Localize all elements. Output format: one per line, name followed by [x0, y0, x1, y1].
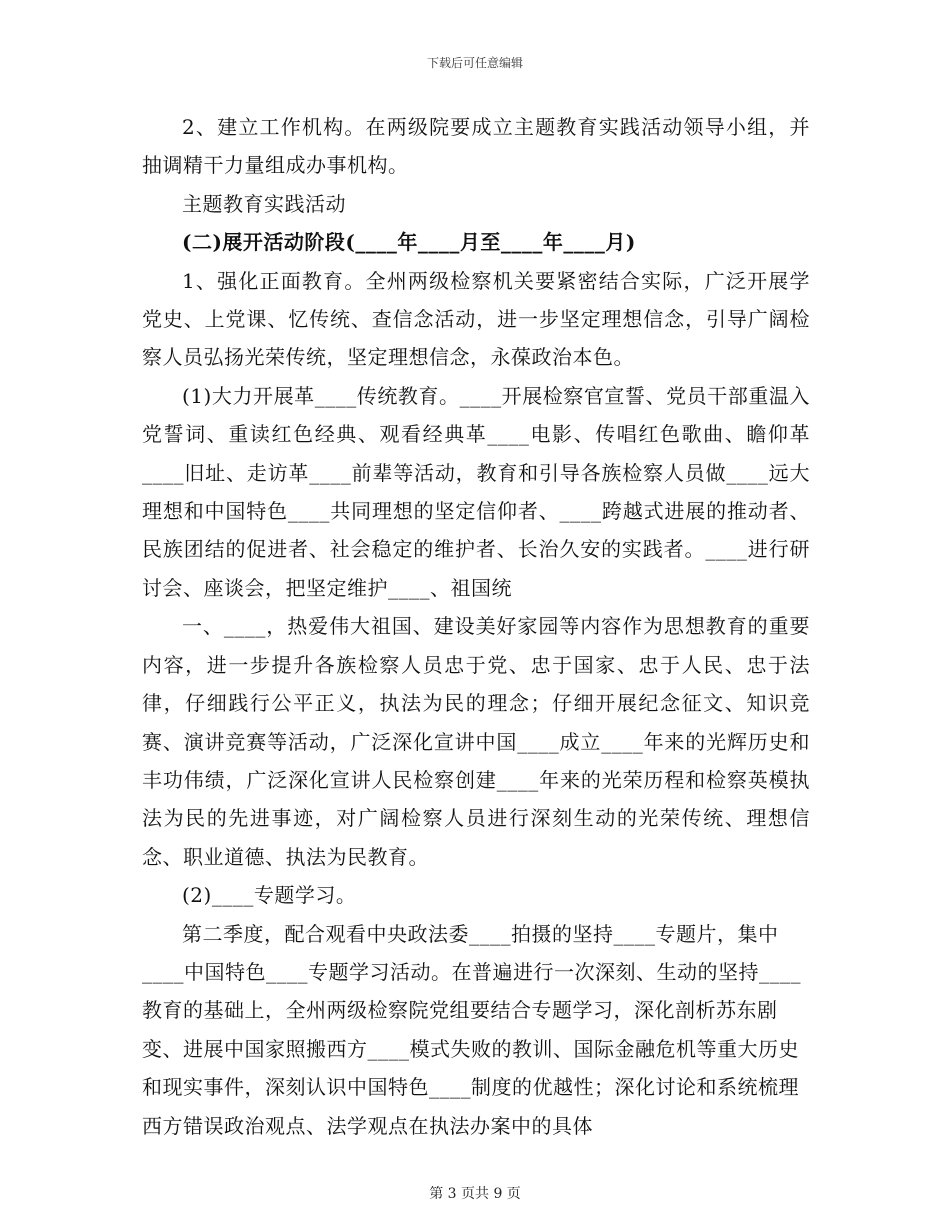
- paragraph-revolutionary-tradition: (1)大力开展革____传统教育。____开展检察官宣誓、党员干部重温入党誓词、重读红色经典、观看经典革____电影、传唱红色歌曲、瞻仰革____旧址、走访革____前辈等活动，教育和引导各族检察人员做____远大理想和中国特色____共同理想的坚定信仰者、____跨越式进展的推动者、民族团结的促进者、社会稳定的维护者、长治久安的实践者。____进行研讨会、座谈会，把坚定维护____、祖国统: [142, 383, 810, 600]
- page-header: 下载后可任意编辑: [426, 56, 523, 70]
- section-heading-stage-two: (二)展开活动阶段(____年____月至____年____月): [182, 230, 636, 255]
- document-body: [142, 108, 810, 1145]
- page-footer: 第 3 页共 9 页: [429, 1186, 521, 1202]
- paragraph-second-quarter: 第二季度，配合观看中央政法委____拍摄的坚持____专题片，集中____中国特色____专题学习活动。在普遍进行一次深刻、生动的坚持____教育的基础上，全州两级检察院党组要结合专题学习，深化剖析苏东剧变、进展中国家照搬西方____模式失败的教训、国际金融危机等重大历史和现实事件，深刻认识中国特色____制度的优越性；深化讨论和系统梳理西方错误政治观点、法学观点在执法办案中的具体: [142, 921, 801, 1138]
- paragraph-special-study: (2)____专题学习。: [182, 883, 357, 908]
- paragraph-theme-activity: 主题教育实践活动: [182, 191, 346, 216]
- paragraph-positive-education: 1、强化正面教育。全州两级检察机关要紧密结合实际，广泛开展学党史、上党课、忆传统、查信念活动，进一步坚定理想信念，引导广阔检察人员弘扬光荣传统，坚定理想信念，永葆政治本色。: [142, 268, 810, 370]
- paragraph-establish-work-agency: 2、建立工作机构。在两级院要成立主题教育实践活动领导小组，并抽调精干力量组成办事机构。: [142, 115, 810, 178]
- paragraph-patriotism: 一、____，热爱伟大祖国、建设美好家园等内容作为思想教育的重要内容，进一步提升各族检察人员忠于党、忠于国家、忠于人民、忠于法律，仔细践行公平正义，执法为民的理念；仔细开展纪念征文、知识竞赛、演讲竞赛等活动，广泛深化宣讲中国____成立____年来的光辉历史和丰功伟绩，广泛深化宣讲人民检察创建____年来的光荣历程和检察英模执法为民的先进事迹，对广阔检察人员进行深刻生动的光荣传统、理想信念、职业道德、执法为民教育。: [142, 614, 810, 869]
